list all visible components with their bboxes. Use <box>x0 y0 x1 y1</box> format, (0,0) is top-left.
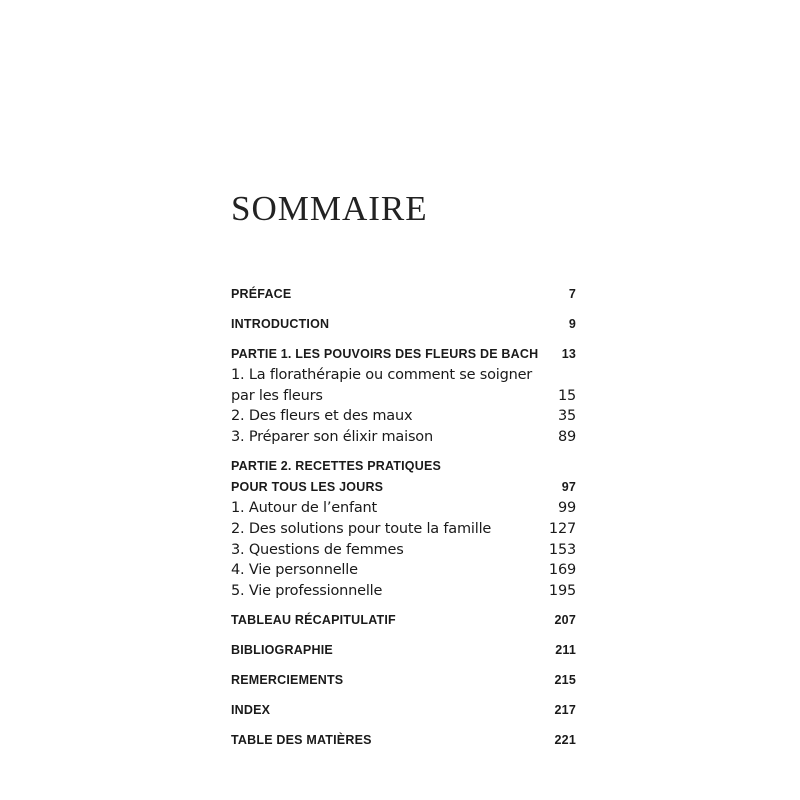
toc-entry-label: 4. Vie personnelle <box>231 562 358 579</box>
toc-entry-label-line: par les fleurs <box>231 387 323 404</box>
toc-chapter <box>231 406 576 427</box>
toc-chapter <box>231 365 576 406</box>
toc-entry-label: 5. Vie professionnelle <box>231 582 383 599</box>
toc-entry-label: 3. Questions de femmes <box>231 541 404 558</box>
toc-page-number: 15 <box>557 387 576 404</box>
toc-entry-tableau <box>231 610 576 631</box>
toc-chapter <box>231 427 576 448</box>
toc-entry-remerciements <box>231 670 576 691</box>
toc-part-1 <box>231 344 576 447</box>
toc-chapter <box>231 560 576 581</box>
toc-entry-label: 2. Des fleurs et des maux <box>231 408 413 425</box>
toc-entry-label: PRÉFACE <box>231 287 292 301</box>
toc-entry-bibliographie <box>231 640 576 661</box>
toc-part-2 <box>231 456 576 601</box>
toc-page-number: 97 <box>561 480 576 495</box>
toc-entry-label: INTRODUCTION <box>231 317 330 331</box>
toc-page-number: 7 <box>568 287 576 301</box>
toc-chapter <box>231 581 576 602</box>
toc-page-number: 9 <box>568 317 576 331</box>
toc-entry-label-line: POUR TOUS LES JOURS <box>231 480 384 495</box>
toc-page-number: 13 <box>561 347 576 361</box>
toc-page-number: 153 <box>548 541 576 558</box>
toc-page-number: 211 <box>555 643 576 658</box>
toc-chapter <box>231 540 576 561</box>
toc-page-number: 215 <box>554 673 576 688</box>
toc-page-number: 217 <box>554 703 576 718</box>
toc-entry-label: TABLEAU RÉCAPITULATIF <box>231 613 396 628</box>
toc-entry-label: 3. Préparer son élixir maison <box>231 428 433 445</box>
toc-entry-label: BIBLIOGRAPHIE <box>231 643 333 658</box>
toc-entry-label: 2. Des solutions pour toute la famille <box>231 520 492 537</box>
toc-entry-label: TABLE DES MATIÈRES <box>231 733 372 748</box>
toc-entry-preface <box>231 284 576 305</box>
toc-part-heading <box>231 477 576 498</box>
toc-page-number: 35 <box>557 408 576 425</box>
page-title: SOMMAIRE <box>231 189 428 228</box>
toc-part-heading <box>231 344 576 365</box>
toc-chapter <box>231 498 576 519</box>
toc-entry-table-des-matieres <box>231 730 576 751</box>
toc-entry-label: INDEX <box>231 703 271 718</box>
toc-page-number: 207 <box>554 613 576 628</box>
toc-entry-label-line: PARTIE 2. RECETTES PRATIQUES <box>231 459 442 474</box>
toc-page-number: 127 <box>548 520 576 537</box>
toc-page-number: 89 <box>557 428 576 445</box>
toc-chapter <box>231 519 576 540</box>
toc-entry-label: PARTIE 1. LES POUVOIRS DES FLEURS DE BACH <box>231 347 539 361</box>
toc-entry-label-line: 1. La florathérapie ou comment se soigner <box>231 367 533 383</box>
table-of-contents <box>231 284 576 751</box>
toc-entry-label: REMERCIEMENTS <box>231 673 344 688</box>
toc-entry-label: 1. Autour de l’enfant <box>231 500 378 517</box>
toc-entry-introduction <box>231 314 576 335</box>
toc-entry-index <box>231 700 576 721</box>
toc-page-number: 221 <box>554 733 576 748</box>
toc-page-number: 99 <box>557 500 576 517</box>
toc-page-number: 169 <box>548 562 576 579</box>
toc-page-number: 195 <box>548 582 576 599</box>
